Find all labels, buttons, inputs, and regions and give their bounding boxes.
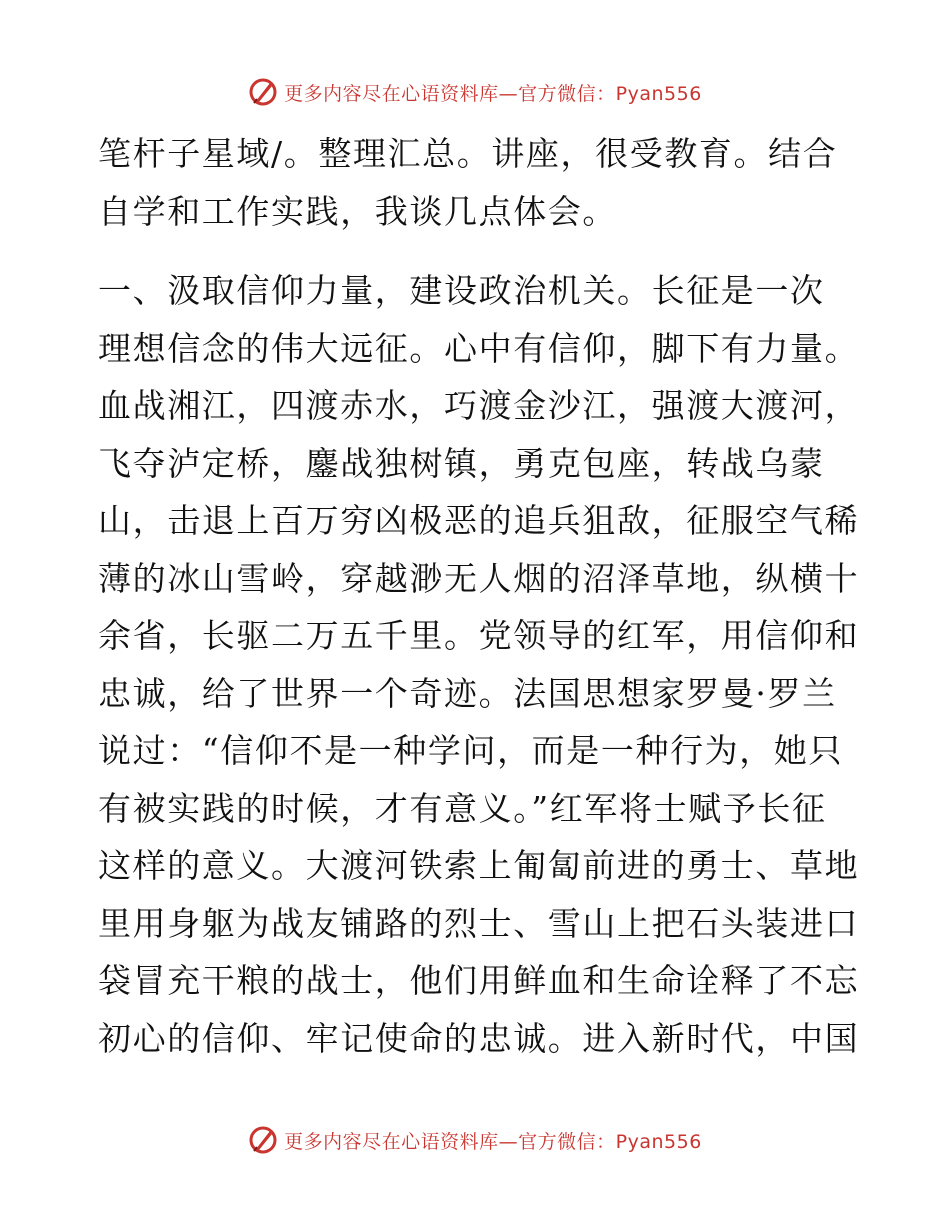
quill-circle-icon — [248, 1125, 278, 1155]
text-line: 血战湘江，四渡赤水，巧渡金沙江，强渡大渡河， — [98, 386, 860, 425]
text-line: 这样的意义。大渡河铁索上匍匐前进的勇士、草地 — [98, 846, 860, 885]
text-line: 笔杆子星域/。整理汇总。讲座，很受教育。结合 — [98, 134, 838, 173]
text-line: 飞夺泸定桥，鏖战独树镇，勇克包座，转战乌蒙 — [98, 443, 825, 483]
text-line: 说过：“信仰不是一种学问，而是一种行为，她只 — [98, 731, 844, 770]
text-line: 忠诚，给了世界一个奇迹。法国思想家罗曼·罗兰 — [98, 673, 837, 713]
text-line: 余省，长驱二万五千里。党领导的红军，用信仰和 — [98, 616, 860, 655]
paragraph-2 — [98, 262, 858, 1067]
text-line: 山，击退上百万穷凶极恶的追兵狙敌，征服空气稀 — [98, 501, 860, 540]
text-line: 里用身躯为战友铺路的烈士、雪山上把石头装进口 — [98, 903, 860, 943]
header-banner — [0, 72, 950, 112]
document-body — [98, 125, 858, 1067]
text-line: 有被实践的时候，才有意义。”红军将士赋予长征 — [98, 788, 827, 828]
text-line: 一、汲取信仰力量，建设政治机关。长征是一次 — [98, 271, 825, 310]
paragraph-1 — [98, 125, 858, 240]
text-line: 理想信念的伟大远征。心中有信仰，脚下有力量。 — [98, 328, 860, 368]
quill-circle-icon — [248, 77, 278, 107]
footer-banner — [0, 1120, 950, 1160]
text-line: 自学和工作实践，我谈几点体会。 — [98, 191, 617, 231]
text-line: 袋冒充干粮的战士，他们用鲜血和生命诠释了不忘 — [98, 961, 860, 1000]
text-line: 初心的信仰、牢记使命的忠诚。进入新时代，中国 — [98, 1018, 860, 1058]
footer-banner-text: 更多内容尽在心语资料库—官方微信：Pyan556 — [284, 1130, 702, 1153]
header-banner-text: 更多内容尽在心语资料库—官方微信：Pyan556 — [284, 82, 702, 105]
text-line: 薄的冰山雪岭，穿越渺无人烟的沼泽草地，纵横十 — [98, 558, 860, 598]
